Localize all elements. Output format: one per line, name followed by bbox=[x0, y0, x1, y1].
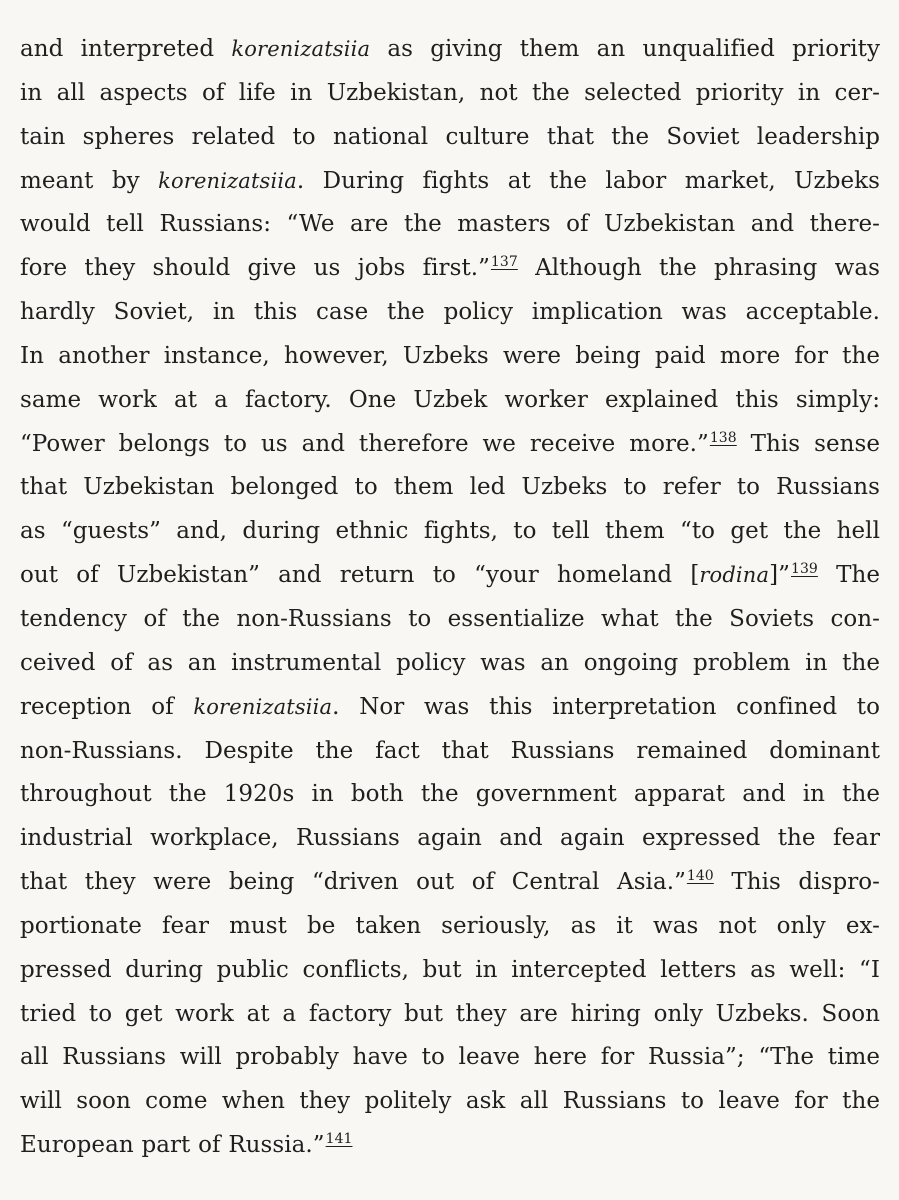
text-line bbox=[20, 1080, 880, 1124]
text-line bbox=[20, 642, 880, 686]
text-line bbox=[20, 686, 880, 730]
text-line bbox=[20, 817, 880, 861]
text-run: in all aspects of life in Uzbekistan, not the selected priority in cer- bbox=[20, 79, 880, 106]
text-line bbox=[20, 28, 880, 72]
text-line bbox=[20, 949, 880, 993]
text-run: reception of bbox=[20, 693, 194, 720]
text-run: portionate fear must be taken seriously, as it was not only ex- bbox=[20, 912, 880, 939]
text-line bbox=[20, 1036, 880, 1080]
text-line bbox=[20, 510, 880, 554]
text-line bbox=[20, 554, 880, 598]
text-run: This dispro- bbox=[713, 869, 880, 896]
text-run: European part of Russia.” bbox=[20, 1132, 325, 1159]
text-run: ceived of as an instrumental policy was an ongoing problem in the bbox=[20, 649, 880, 676]
text-run: In another instance, however, Uzbeks were being paid more for the bbox=[20, 342, 880, 369]
italic-term: korenizatsiia bbox=[158, 168, 297, 193]
text-run: that they were being “driven out of Central Asia.” bbox=[20, 869, 686, 896]
text-line bbox=[20, 116, 880, 160]
text-run: The bbox=[817, 562, 880, 589]
italic-term: korenizatsiia bbox=[193, 694, 333, 719]
text-line bbox=[20, 291, 880, 335]
text-run: “Power belongs to us and therefore we receive more.” bbox=[20, 430, 709, 457]
text-run: would tell Russians: “We are the masters of Uzbekistan and there- bbox=[20, 211, 880, 238]
footnote-marker[interactable]: 139 bbox=[790, 561, 818, 578]
text-line bbox=[20, 335, 880, 379]
text-run: industrial workplace, Russians again and again expressed the fear bbox=[20, 825, 880, 852]
text-run: ]” bbox=[769, 562, 790, 589]
footnote-marker[interactable]: 141 bbox=[325, 1131, 353, 1148]
text-run: will soon come when they politely ask all Russians to leave for the bbox=[20, 1088, 880, 1115]
text-run: and interpreted bbox=[20, 36, 232, 62]
text-run: out of Uzbekistan” and return to “your homeland [ bbox=[20, 562, 700, 589]
text-line bbox=[20, 203, 880, 247]
body-paragraph bbox=[20, 28, 880, 1168]
text-run: This sense bbox=[736, 430, 880, 457]
text-line bbox=[20, 730, 880, 774]
text-run: throughout the 1920s in both the government apparat and in the bbox=[20, 781, 880, 808]
italic-term: rodina bbox=[699, 563, 770, 588]
text-line bbox=[20, 773, 880, 817]
text-run: Although the phrasing was bbox=[517, 255, 880, 282]
text-line bbox=[20, 466, 880, 510]
text-line bbox=[20, 1124, 880, 1168]
text-line bbox=[20, 993, 880, 1037]
footnote-marker[interactable]: 138 bbox=[709, 429, 737, 446]
text-line bbox=[20, 598, 880, 642]
text-run: fore they should give us jobs first.” bbox=[20, 255, 490, 282]
text-line bbox=[20, 423, 880, 467]
text-run: meant by bbox=[20, 167, 159, 194]
text-run: tendency of the non-Russians to essentialize what the Soviets con- bbox=[20, 605, 880, 632]
text-run: that Uzbekistan belonged to them led Uzbeks to refer to Russians bbox=[20, 474, 880, 501]
text-line bbox=[20, 160, 880, 204]
text-line bbox=[20, 72, 880, 116]
text-run: . During fights at the labor market, Uzbeks bbox=[296, 167, 880, 194]
text-run: non-Russians. Despite the fact that Russians remained dominant bbox=[20, 737, 880, 764]
text-run: hardly Soviet, in this case the policy implication was acceptable. bbox=[20, 299, 880, 326]
text-line bbox=[20, 905, 880, 949]
text-line bbox=[20, 861, 880, 905]
text-run: tain spheres related to national culture that the Soviet leadership bbox=[20, 123, 880, 150]
text-run: all Russians will probably have to leave here for Russia”; “The time bbox=[20, 1044, 880, 1071]
text-run: . Nor was this interpretation confined to bbox=[332, 693, 880, 720]
text-run: pressed during public conflicts, but in intercepted letters as well: “I bbox=[20, 956, 880, 983]
text-line bbox=[20, 247, 880, 291]
text-run: tried to get work at a factory but they are hiring only Uzbeks. Soon bbox=[20, 1000, 880, 1027]
italic-term: korenizatsiia bbox=[231, 37, 371, 61]
text-run: as “guests” and, during ethnic fights, to tell them “to get the hell bbox=[20, 518, 880, 545]
footnote-marker[interactable]: 140 bbox=[686, 868, 714, 885]
text-run: same work at a factory. One Uzbek worker explained this simply: bbox=[20, 386, 880, 413]
footnote-marker[interactable]: 137 bbox=[490, 254, 518, 271]
text-run: as giving them an unqualified priority bbox=[370, 36, 880, 62]
text-line bbox=[20, 379, 880, 423]
